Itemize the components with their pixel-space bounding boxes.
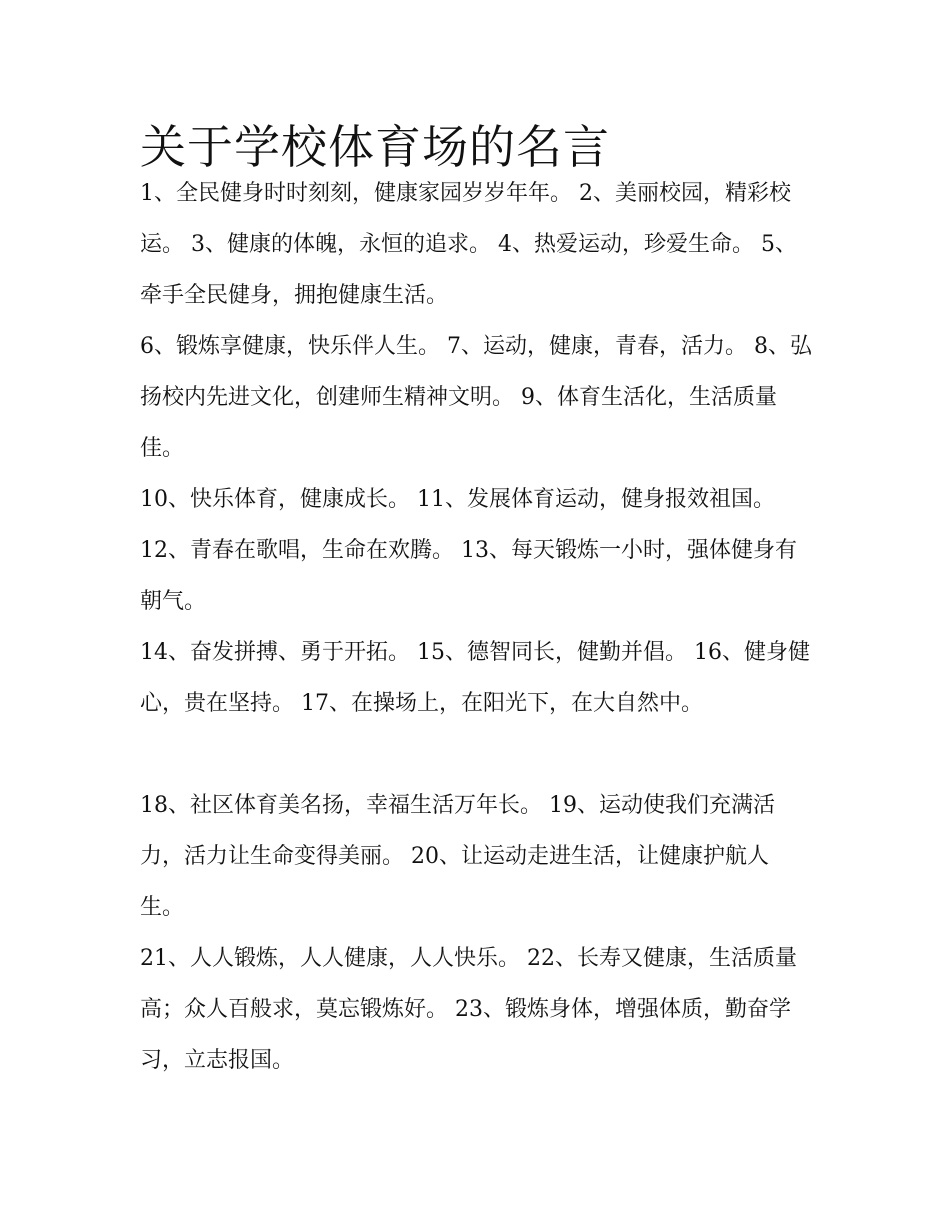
quote-paragraph-2: 6、锻炼享健康，快乐伴人生。 7、运动，健康，青春，活力。 8、弘扬校内先进文化，创建师生精神文明。 9、体育生活化，生活质量佳。: [140, 334, 812, 461]
quote-paragraph-6: 21、人人锻炼，人人健康，人人快乐。 22、长寿又健康，生活质量高；众人百般求，莫忘锻炼好。 23、锻炼身体，增强体质，勤奋学习，立志报国。: [140, 946, 797, 1073]
quote-paragraph-1: 1、全民健身时时刻刻，健康家园岁岁年年。 2、美丽校园，精彩校运。 3、健康的体魄，永恒的追求。 4、热爱运动，珍爱生命。 5、牵手全民健身，拥抱健康生活。: [140, 181, 797, 308]
quote-paragraph-3: 10、快乐体育，健康成长。 11、发展体育运动，健身报效祖国。 12、青春在歌唱，生命在欢腾。 13、每天锻炼一小时，强体健身有朝气。: [140, 487, 797, 614]
quote-paragraph-4: 14、奋发拼搏、勇于开拓。 15、德智同长，健勤并倡。 16、健身健心，贵在坚持。 17、在操场上，在阳光下，在大自然中。: [140, 640, 810, 716]
page-title: 关于学校体育场的名言: [140, 120, 610, 174]
quote-paragraph-5: 18、社区体育美名扬，幸福生活万年长。 19、运动使我们充满活力，活力让生命变得美丽。 20、让运动走进生活，让健康护航人生。: [140, 793, 775, 920]
